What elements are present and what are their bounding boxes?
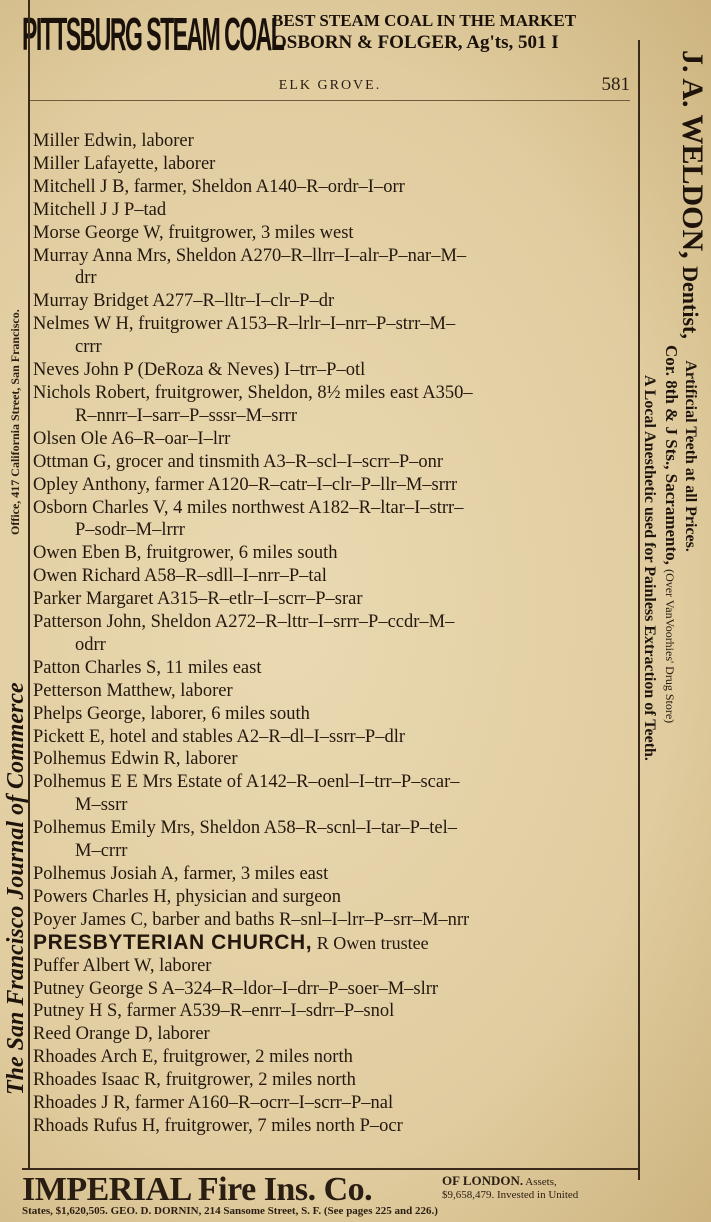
directory-entry (33, 222, 633, 245)
entry-text: Rhoades J R, farmer A160–R–ocrr–I–scrr–P–nal (33, 1093, 394, 1114)
directory-entry (33, 359, 633, 382)
entry-text: Opley Anthony, farmer A120–R–catr–I–clr–P–llr–M–srrr (33, 474, 458, 495)
directory-entry (33, 451, 633, 474)
pittsburg-coal-ad (22, 8, 284, 60)
directory-entry (33, 588, 633, 611)
directory-entry (33, 909, 633, 932)
directory-entry (33, 382, 633, 428)
entry-text: Morse George W, fruitgrower, 3 miles west (33, 222, 354, 243)
entry-text: Neves John P (DeRoza & Neves) I–trr–P–otl (33, 360, 366, 381)
directory-entry (33, 176, 633, 199)
entry-text: Miller Lafayette, laborer (33, 153, 216, 174)
of-london: OF LONDON. (442, 1173, 524, 1188)
dentist-address: Cor. 8th & J Sts., Sacramento, (662, 345, 681, 565)
entry-text: Owen Richard A58–R–sdll–I–nrr–P–tal (33, 566, 327, 587)
directory-entry (33, 245, 633, 291)
entry-text: Reed Orange D, laborer (33, 1024, 210, 1045)
entry-text: Polhemus Emily Mrs, Sheldon A58–R–scnl–I–tar–P–tel– (33, 818, 457, 839)
section-title: ELK GROVE. (278, 78, 382, 93)
entry-text: Owen Eben B, fruitgrower, 6 miles south (33, 543, 338, 564)
directory-entry (33, 1000, 633, 1023)
imperial-agent-line: States, $1,620,505. GEO. D. DORNIN, 214 Sansome Street, S. F. (See pages 225 and 226.) (22, 1205, 438, 1217)
entry-text: Osborn Charles V, 4 miles northwest A182–R–ltar–I–strr– (33, 497, 464, 518)
entry-text: Murray Bridget A277–R–lltr–I–clr–P–dr (33, 291, 335, 312)
osborn-folger-ad (272, 10, 642, 54)
directory-entry (33, 290, 633, 313)
entry-text: Parker Margaret A315–R–etlr–I–scrr–P–srar (33, 589, 363, 610)
entry-text: Miller Edwin, laborer (33, 131, 194, 151)
entry-continuation: P–sodr–M–lrrr (75, 520, 185, 541)
bottom-advertisement (22, 1168, 640, 1220)
entry-continuation: M–crrr (75, 841, 128, 862)
entry-text: Pickett E, hotel and stables A2–R–dl–I–ssrr–P–dlr (33, 726, 406, 747)
entry-text: Patton Charles S, 11 miles east (33, 657, 262, 678)
directory-entry (33, 680, 633, 703)
dentist-name: J. A. WELDON, (676, 50, 709, 259)
dentist-address-note: (Over VanVoorhies' Drug Store) (663, 569, 677, 724)
entry-text: Mitchell J B, farmer, Sheldon A140–R–ordr–I–orr (33, 176, 405, 197)
entry-text: Petterson Matthew, laborer (33, 680, 233, 701)
imperial-assets (442, 1174, 642, 1202)
entry-text: Putney H S, farmer A539–R–enrr–I–sdrr–P–snol (33, 1001, 395, 1022)
pittsburg-coal-ad-text: PITTSBURG STEAM COAL (22, 8, 284, 60)
directory-entry (33, 703, 633, 726)
entry-text: Rhoades Isaac R, fruitgrower, 2 miles north (33, 1070, 356, 1091)
directory-entry (33, 1092, 633, 1115)
directory-entry (33, 817, 633, 863)
directory-entry (33, 313, 633, 359)
directory-entry (33, 199, 633, 222)
directory-entry (33, 771, 633, 817)
entry-text: Putney George S A–324–R–ldor–I–drr–P–soer–M–slrr (33, 978, 439, 999)
directory-entry (33, 130, 633, 153)
directory-entry (33, 932, 633, 955)
directory-entry (33, 1023, 633, 1046)
dentist-address-line (661, 345, 680, 723)
entry-text: Polhemus Josiah A, farmer, 3 miles east (33, 864, 329, 884)
entry-continuation: R–nnrr–I–sarr–P–sssr–M–srrr (75, 405, 297, 426)
directory-entry (33, 1115, 633, 1138)
directory-entry (33, 657, 633, 680)
invested-label: Invested in United (497, 1189, 579, 1201)
entry-continuation: crrr (75, 337, 102, 358)
entry-text: Nichols Robert, fruitgrower, Sheldon, 8½ miles east A350– (33, 382, 473, 403)
directory-entry (33, 497, 633, 543)
directory-entry (33, 428, 633, 451)
entry-text: Patterson John, Sheldon A272–R–lttr–I–srrr–P–ccdr–M– (33, 612, 455, 633)
directory-entry (33, 542, 633, 565)
directory-entry (33, 863, 633, 886)
directory-entry (33, 955, 633, 978)
top-advertisement (22, 6, 642, 64)
entry-continuation: M–ssrr (75, 795, 128, 816)
directory-entry (33, 886, 633, 909)
entry-continuation: odrr (75, 634, 106, 655)
entry-text: Puffer Albert W, laborer (33, 955, 212, 976)
assets-value: $9,658,479. (442, 1189, 495, 1201)
directory-entries (33, 130, 633, 1138)
directory-entry (33, 565, 633, 588)
top-ad-line-1: BEST STEAM COAL IN THE MARKET (272, 11, 577, 30)
directory-entry (33, 153, 633, 176)
imperial-fire-ins-ad: IMPERIAL Fire Ins. Co. (22, 1171, 373, 1208)
directory-entry (33, 726, 633, 749)
entry-heading: PRESBYTERIAN CHURCH, (33, 931, 313, 954)
page-number: 581 (601, 74, 630, 95)
directory-entry (33, 748, 633, 771)
assets-label: Assets, (525, 1176, 557, 1188)
dentist-slogan-1: Artificial Teeth at all Prices. (681, 360, 699, 552)
entry-text: Nelmes W H, fruitgrower A153–R–lrlr–I–nrr–P–strr–M– (33, 314, 456, 335)
entry-text: Poyer James C, barber and baths R–snl–I–lrr–P–srr–M–nrr (33, 909, 470, 930)
directory-entry (33, 978, 633, 1001)
entry-text: Phelps George, laborer, 6 miles south (33, 703, 310, 724)
entry-text: Murray Anna Mrs, Sheldon A270–R–llrr–I–alr–P–nar–M– (33, 245, 467, 266)
left-margin-advertisement (0, 0, 30, 1170)
journal-of-commerce-ad: The San Francisco Journal of Commerce (3, 682, 29, 1095)
entry-continuation: drr (75, 268, 97, 289)
entry-text: Polhemus E E Mrs Estate of A142–R–oenl–I–trr–P–scar– (33, 772, 460, 793)
directory-entry (33, 1069, 633, 1092)
entry-text: Ottman G, grocer and tinsmith A3–R–scl–I–scrr–P–onr (33, 451, 444, 472)
entry-text: Powers Charles H, physician and surgeon (33, 886, 341, 907)
page-header (30, 72, 630, 101)
directory-entry (33, 1046, 633, 1069)
top-ad-line-2: OSBORN & FOLGER, Ag'ts, 501 I (272, 32, 559, 53)
entry-heading-rest: R Owen trustee (312, 932, 429, 953)
entry-text: Rhoads Rufus H, fruitgrower, 7 miles north P–ocr (33, 1115, 403, 1136)
journal-office-address: Office, 417 California Street, San Francisco. (8, 309, 22, 535)
dentist-profession: Dentist, (678, 266, 703, 339)
entry-text: Polhemus Edwin R, laborer (33, 749, 238, 770)
right-margin-advertisement (638, 40, 711, 1180)
directory-entry (33, 474, 633, 497)
entry-text: Rhoades Arch E, fruitgrower, 2 miles north (33, 1047, 353, 1068)
directory-entry (33, 611, 633, 657)
entry-text: Mitchell J J P–tad (33, 199, 167, 220)
entry-text: Olsen Ole A6–R–oar–I–lrr (33, 428, 231, 449)
dentist-slogan-2: A Local Anesthetic used for Painless Extraction of Teeth. (641, 375, 658, 761)
